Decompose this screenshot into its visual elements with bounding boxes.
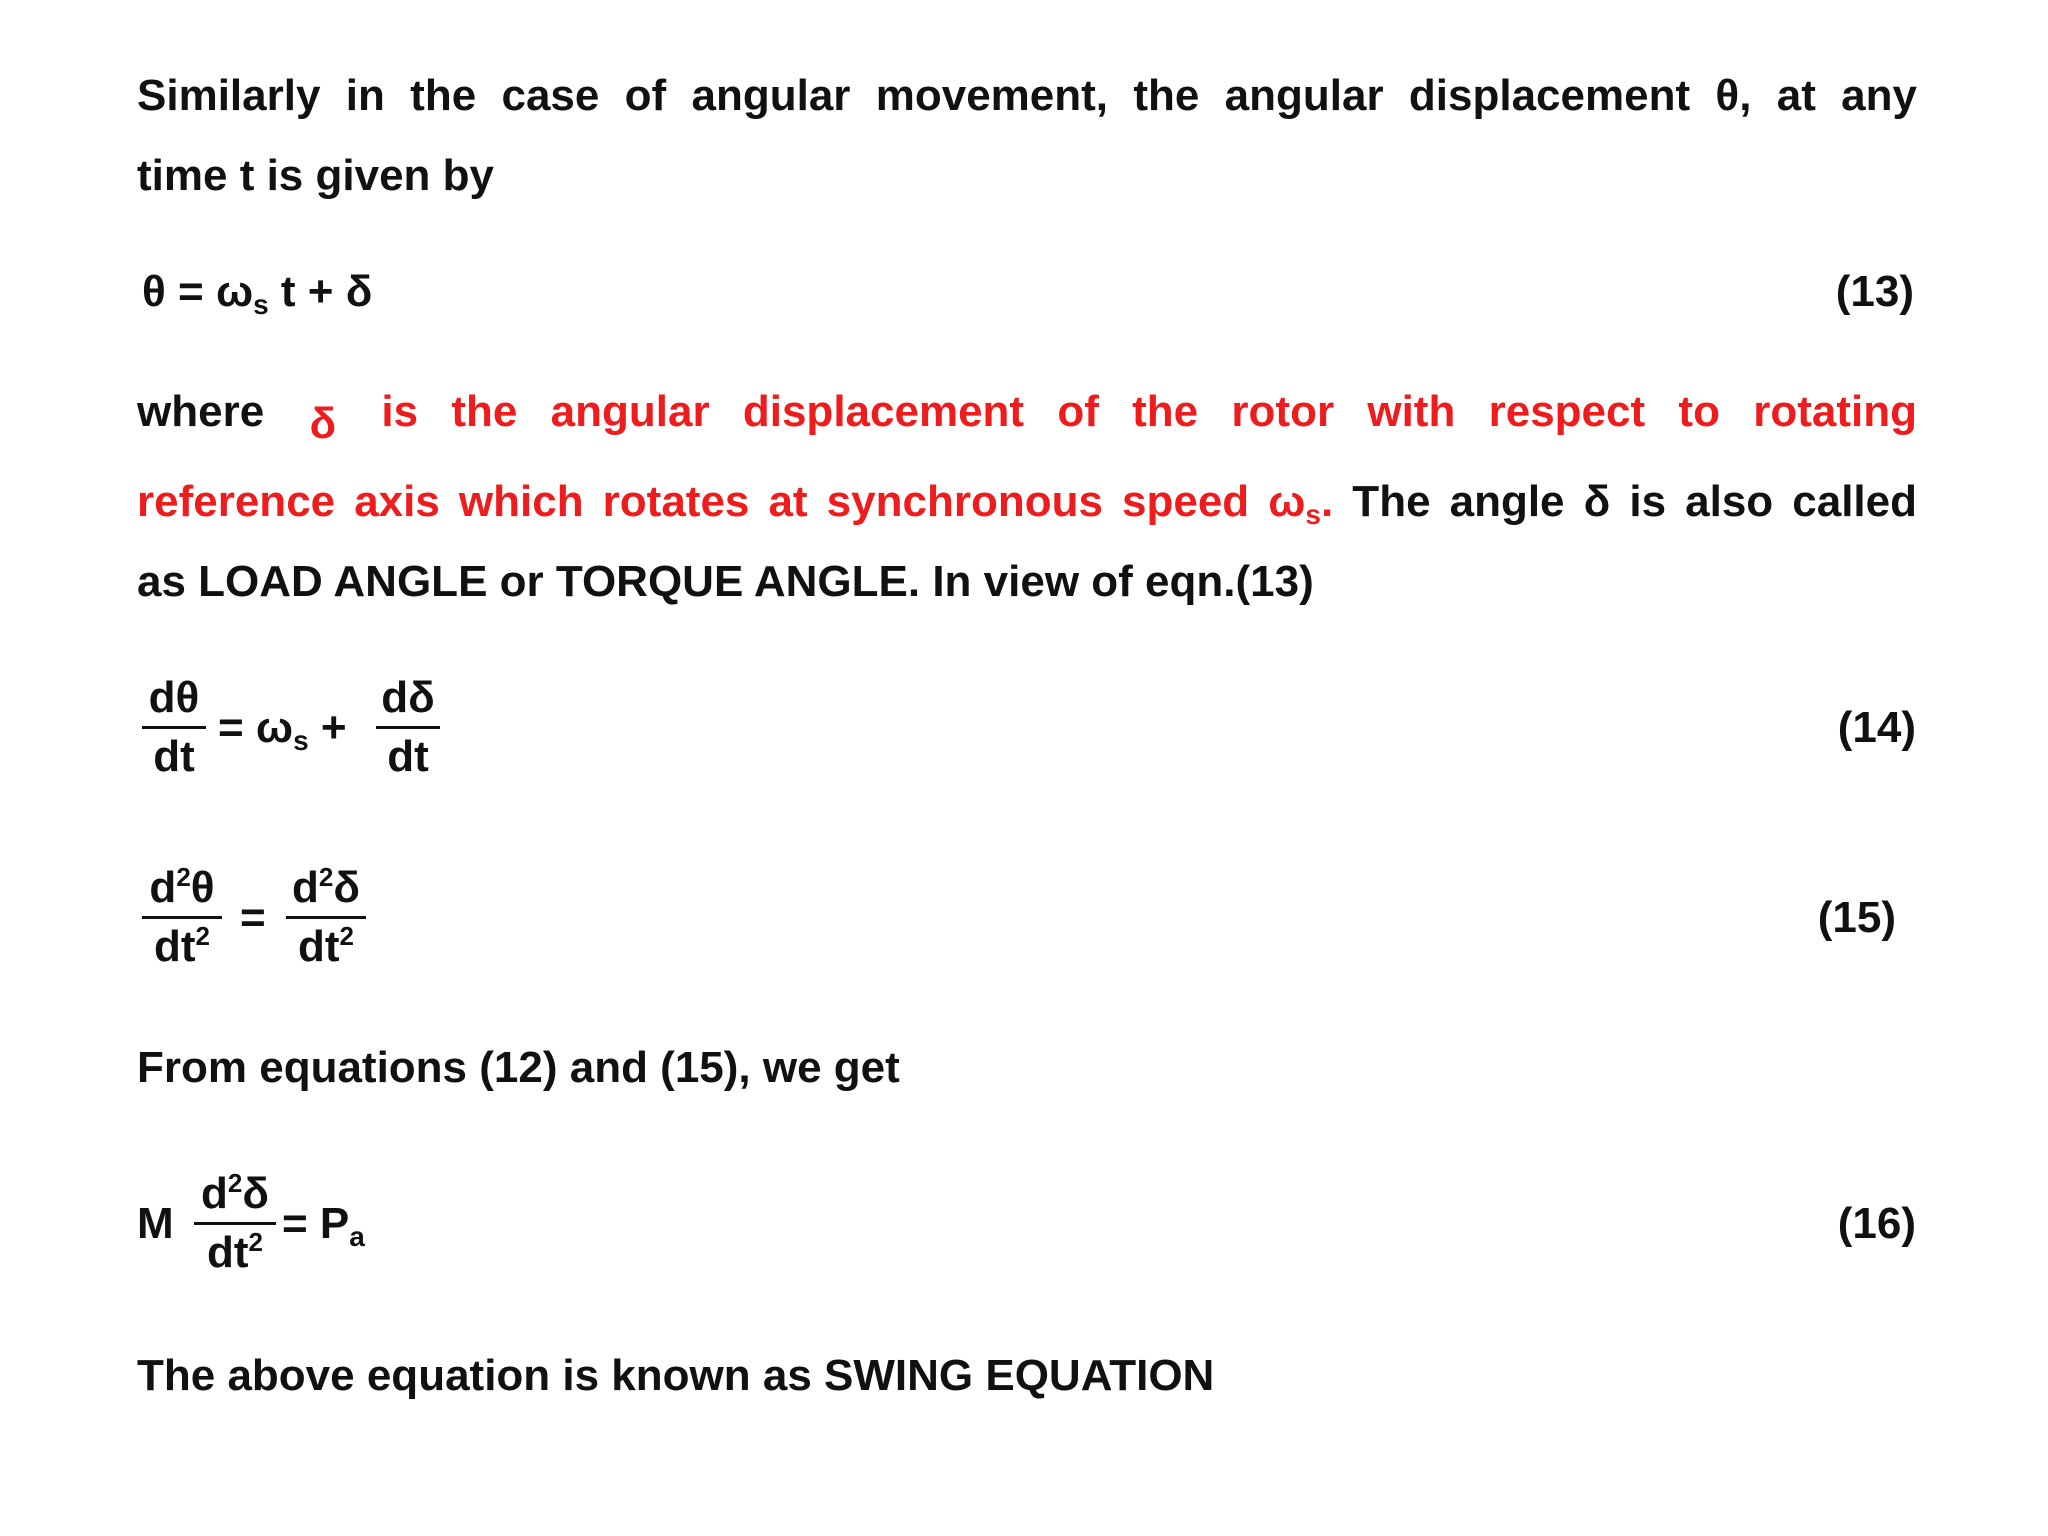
eq15-bar1 [142, 916, 222, 919]
eq15-num1-d: d [149, 863, 177, 912]
eq16-rhs [282, 1196, 365, 1252]
eq16-rhs-p: = P [282, 1199, 350, 1248]
delta-symbol: δ [309, 399, 337, 448]
eq14-num2: dδ [381, 673, 435, 722]
paragraph-angular-movement [137, 56, 1917, 136]
eq16-den-sup: 2 [248, 1227, 263, 1257]
eq13-lhs: θ [142, 267, 166, 316]
para2-red-line2: reference axis which rotates at synchronous speed ω [137, 477, 1306, 526]
para2-lead: where [137, 387, 265, 436]
eq16-num-sup: 2 [227, 1168, 243, 1198]
eq13-omega-sub: s [253, 289, 269, 320]
eq16-den [194, 1227, 276, 1279]
eq15-num2-sup: 2 [318, 862, 334, 892]
eq15-den1 [142, 921, 222, 973]
para3-text: From equations (12) and (15), we get [137, 1043, 900, 1092]
eq16-num [194, 1168, 276, 1220]
eq14-bar1 [142, 726, 206, 729]
eq15-num2-delta: δ [333, 863, 361, 912]
eq15-num1-theta: θ [190, 863, 215, 912]
eq14-num1: dθ [148, 673, 200, 722]
eq14-fraction-1 [142, 672, 206, 783]
eq15-den2 [286, 921, 366, 973]
eq15-fraction-1 [142, 862, 222, 973]
paragraph-load-angle-line1 [137, 372, 1917, 452]
eq13-omega: = ω [178, 267, 254, 316]
equation-number-14: (14) [1837, 703, 1916, 752]
eq14-plus: + [308, 703, 347, 752]
eq15-den1-sup: 2 [195, 921, 210, 951]
paragraph-load-angle-line3 [137, 542, 1917, 622]
eq14-omega: = ω [218, 703, 294, 752]
para1-line1: Similarly in the case of angular movement, the angular displacement θ, at any [137, 71, 1917, 120]
eq15-den2-sup: 2 [339, 921, 354, 951]
para1-line2: time t is given by [137, 151, 494, 200]
eq16-fraction [194, 1168, 276, 1279]
para2-black-line2: The angle δ is also called [1333, 477, 1917, 526]
eq14-fraction-2 [376, 672, 440, 783]
equation-number-13: (13) [1835, 267, 1914, 316]
eq15-den1-dt: dt [154, 922, 196, 971]
eq14-den2: dt [387, 732, 429, 781]
eq15-den2-dt: dt [298, 922, 340, 971]
paragraph-load-angle-line2 [137, 462, 1917, 542]
eq15-num1 [142, 862, 222, 914]
para4-text: The above equation is known as SWING EQUATION [137, 1351, 1215, 1400]
para2-line3: as LOAD ANGLE or TORQUE ANGLE. In view of eqn.(13) [137, 557, 1314, 606]
equation-number-15: (15) [1817, 893, 1896, 942]
paragraph-swing-equation [137, 1336, 1917, 1416]
eq16-bar [194, 1222, 276, 1225]
eq16-num-delta: δ [242, 1169, 270, 1218]
eq16-num-d: d [200, 1169, 228, 1218]
para2-red-sub: s [1305, 499, 1321, 530]
eq14-middle [218, 700, 347, 756]
para2-red-line1: is the angular displacement of the rotor with respect to rotating [381, 387, 1917, 436]
para2-red-dot: . [1321, 477, 1334, 526]
equation-number-16: (16) [1837, 1199, 1916, 1248]
equation-13 [142, 264, 372, 320]
eq13-rest: t + δ [268, 267, 373, 316]
eq15-num1-sup: 2 [176, 862, 191, 892]
eq16-den-dt: dt [207, 1228, 249, 1277]
eq15-equals: = [240, 893, 266, 942]
eq16-rhs-sub: a [349, 1221, 365, 1252]
eq16-lhs: M [137, 1199, 174, 1248]
eq15-num2-d: d [291, 863, 319, 912]
eq15-num2 [286, 862, 366, 914]
eq14-bar2 [376, 726, 440, 729]
eq14-omega-sub: s [293, 725, 309, 756]
eq15-fraction-2 [286, 862, 366, 973]
paragraph-from-equations [137, 1028, 1917, 1108]
paragraph-angular-movement-line2 [137, 136, 1917, 216]
eq14-den1: dt [153, 732, 195, 781]
eq15-bar2 [286, 916, 366, 919]
